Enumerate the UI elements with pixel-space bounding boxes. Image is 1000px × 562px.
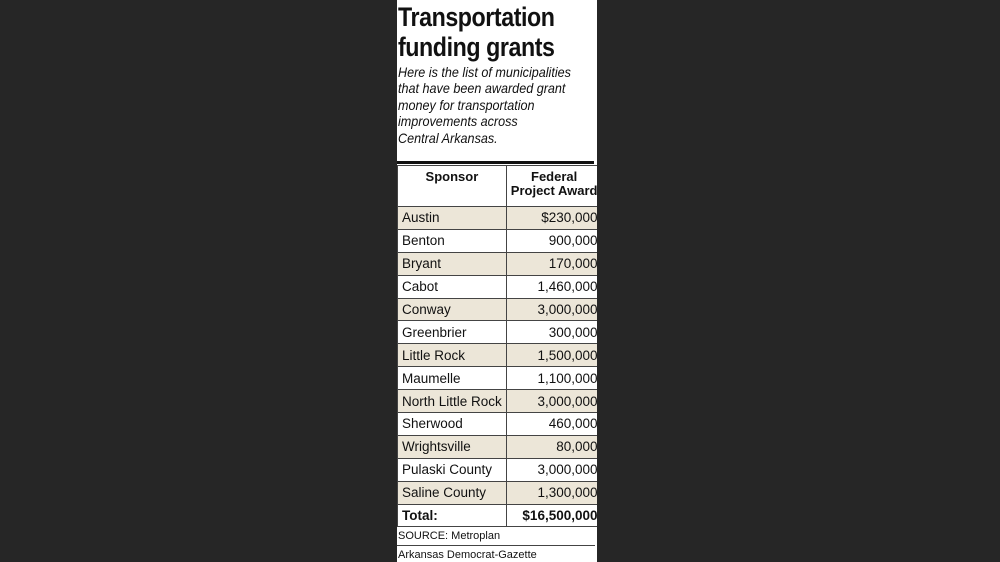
- sponsor-cell: North Little Rock: [398, 390, 507, 413]
- sponsor-cell: Little Rock: [398, 344, 507, 367]
- award-header-line-2: Project Award: [510, 183, 597, 198]
- sponsor-cell: Bryant: [398, 252, 507, 275]
- award-cell: 3,000,000: [506, 390, 597, 413]
- sponsor-cell: Maumelle: [398, 367, 507, 390]
- sponsor-cell: Conway: [398, 298, 507, 321]
- award-cell: 1,300,000: [506, 481, 597, 504]
- award-header: [506, 166, 597, 207]
- table-row: [398, 458, 598, 481]
- sponsor-cell: Cabot: [398, 275, 507, 298]
- table-row: [398, 367, 598, 390]
- table-row: [398, 413, 598, 436]
- total-row: [398, 504, 598, 527]
- award-cell: 170,000: [506, 252, 597, 275]
- table-row: [398, 481, 598, 504]
- award-cell: 460,000: [506, 413, 597, 436]
- infographic-title: [398, 2, 569, 62]
- table-row: [398, 321, 598, 344]
- sponsor-header: Sponsor: [398, 166, 507, 207]
- sponsor-cell: Wrightsville: [398, 435, 507, 458]
- intro-text: Here is the list of municipalities that have been awarded grant money for transportation improvements across Central Arkansas.: [398, 64, 571, 146]
- table-row: [398, 435, 598, 458]
- award-cell: 900,000: [506, 229, 597, 252]
- sponsor-cell: Benton: [398, 229, 507, 252]
- sponsor-cell: Saline County: [398, 481, 507, 504]
- grant-infographic: [397, 0, 597, 562]
- award-cell: 1,100,000: [506, 367, 597, 390]
- award-cell: 300,000: [506, 321, 597, 344]
- award-header-line-1: Federal: [531, 169, 578, 184]
- table-header-row: [398, 166, 598, 207]
- header-rule: [397, 161, 594, 164]
- credit-line: Arkansas Democrat-Gazette: [398, 549, 537, 561]
- total-label: Total:: [398, 504, 507, 527]
- table-row: [398, 229, 598, 252]
- table-row: [398, 252, 598, 275]
- table-row: [398, 207, 598, 230]
- grants-table: [397, 165, 597, 527]
- award-cell: 1,460,000: [506, 275, 597, 298]
- award-cell: $230,000: [506, 207, 597, 230]
- total-value: $16,500,000: [506, 504, 597, 527]
- table-row: [398, 275, 598, 298]
- award-cell: 3,000,000: [506, 298, 597, 321]
- source-line: SOURCE: Metroplan: [397, 527, 595, 546]
- sponsor-cell: Pulaski County: [398, 458, 507, 481]
- table-row: [398, 344, 598, 367]
- sponsor-cell: Austin: [398, 207, 507, 230]
- award-cell: 80,000: [506, 435, 597, 458]
- title-line-2: funding grants: [398, 32, 555, 62]
- title-line-1: Transportation: [398, 2, 555, 32]
- sponsor-cell: Greenbrier: [398, 321, 507, 344]
- table-row: [398, 390, 598, 413]
- sponsor-cell: Sherwood: [398, 413, 507, 436]
- table-row: [398, 298, 598, 321]
- award-cell: 1,500,000: [506, 344, 597, 367]
- award-cell: 3,000,000: [506, 458, 597, 481]
